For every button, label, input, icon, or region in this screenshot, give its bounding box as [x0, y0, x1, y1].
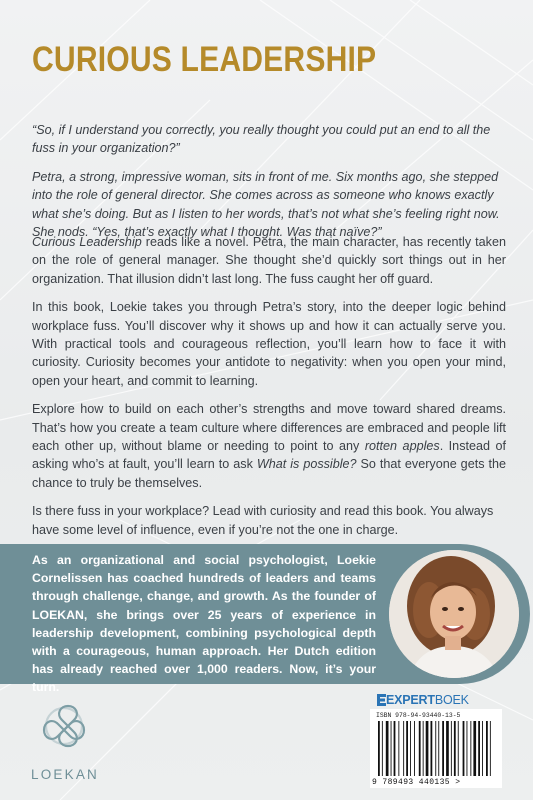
- barcode-digits: 9 789493 440135 >: [372, 778, 461, 787]
- barcode-bar: [490, 721, 491, 776]
- blurb-paragraph-1: [32, 233, 506, 288]
- blurb: [32, 233, 506, 549]
- barcode-bar: [482, 721, 483, 776]
- publisher-name-light: BOEK: [434, 693, 469, 707]
- barcode-bar: [463, 721, 465, 776]
- barcode-bar: [458, 721, 459, 776]
- barcode-bar: [451, 721, 452, 776]
- barcode-bar: [419, 721, 421, 776]
- barcode-bar: [470, 721, 471, 776]
- barcode-bar: [414, 721, 415, 776]
- barcode-bars: [370, 709, 502, 788]
- barcode-bar: [454, 721, 456, 776]
- blurb-paragraph-2: In this book, Loekie takes you through Petra’s story, into the deeper logic behind workplace fuss. You’ll discover why it shows up and how it can actually serve you. With practical tools and courageous reflection, you’ll learn how to face it with curiosity. Curiosity becomes your antidote to negativity: when you open your mind, open your heart, and commit to learning.: [32, 300, 506, 388]
- barcode-bar: [382, 721, 383, 776]
- book-title-inline: Curious Leadership: [32, 235, 142, 249]
- publisher-name-bold: EXPERT: [386, 693, 435, 707]
- barcode-bar: [410, 721, 411, 776]
- isbn-label: ISBN 978-94-93440-13-5: [376, 712, 461, 719]
- opening-quote: [32, 121, 506, 251]
- quote-paragraph: Petra, a strong, impressive woman, sits in front of me. Six months ago, she stepped into the role of general director. She comes across as someone who knows exactly what she’s doing. But as I listen to her words, that’s not what she’s feeling right now. She nods. “Yes, that’s exactly what I thought. Was that naïve?”: [32, 169, 500, 240]
- blurb-paragraph-3: [32, 400, 506, 492]
- knot-logo-icon: [38, 700, 98, 760]
- barcode-bar: [442, 721, 444, 776]
- publisher-logo: [377, 693, 469, 707]
- barcode-bar: [473, 721, 476, 776]
- blurb-text: . Instead of asking who’s at fault, you’ll learn to ask: [32, 439, 506, 472]
- barcode-bar: [435, 721, 436, 776]
- barcode-bar: [438, 721, 439, 776]
- barcode-bar: [431, 721, 433, 776]
- barcode: [370, 709, 502, 788]
- blurb-text: Explore how to build on each other’s strengths and move toward shared dreams. That’s how you create a team culture where differences are embraced and people lift each other up, without blame or needing to point to any: [32, 402, 506, 454]
- barcode-bar: [386, 721, 389, 776]
- barcode-bar: [406, 721, 408, 776]
- barcode-bar: [398, 721, 399, 776]
- emphasis: rotten apples: [364, 439, 440, 454]
- quote-line: “So, if I understand you correctly, you really thought you could put an end to all the fuss in your organization?”: [32, 123, 491, 156]
- publisher-name: [386, 693, 469, 707]
- author-bio: As an organizational and social psychologist, Loekie Cornelissen has coached hundreds of leaders and teams through challenge, change, and growth. As the founder of LOEKAN, she brings over 25 years of experience in leadership development, combining psychological depth with a courageous, human approach. Her Dutch edition has already reached over 1,000 readers. Now, it’s your turn.: [32, 553, 376, 695]
- publisher-mark-icon: [377, 694, 386, 706]
- book-title: CURIOUS LEADERSHIP: [32, 40, 377, 79]
- blurb-paragraph-4: Is there fuss in your workplace? Lead with curiosity and read this book. You always have some level of influence, even if you’re not the one in charge.: [32, 504, 494, 537]
- barcode-bar: [478, 721, 480, 776]
- barcode-bar: [403, 721, 404, 776]
- author-photo: [389, 550, 519, 678]
- barcode-bar: [446, 721, 449, 776]
- loekan-wordmark: LOEKAN: [31, 767, 99, 782]
- barcode-bar: [391, 721, 392, 776]
- barcode-bar: [423, 721, 424, 776]
- barcode-bar: [467, 721, 468, 776]
- blurb-text: So that everyone gets the chance to truly be themselves.: [32, 457, 506, 490]
- emphasis: What is possible?: [256, 457, 357, 472]
- barcode-bar: [486, 721, 488, 776]
- barcode-bar: [426, 721, 429, 776]
- blurb-text: reads like a novel. Petra, the main character, has recently taken on the role of general manager. She thought she’d quickly sort things out in her organization. That illusion didn’t last long. The fuss caught her off guard.: [32, 235, 506, 286]
- barcode-bar: [394, 721, 396, 776]
- barcode-bar: [378, 721, 380, 776]
